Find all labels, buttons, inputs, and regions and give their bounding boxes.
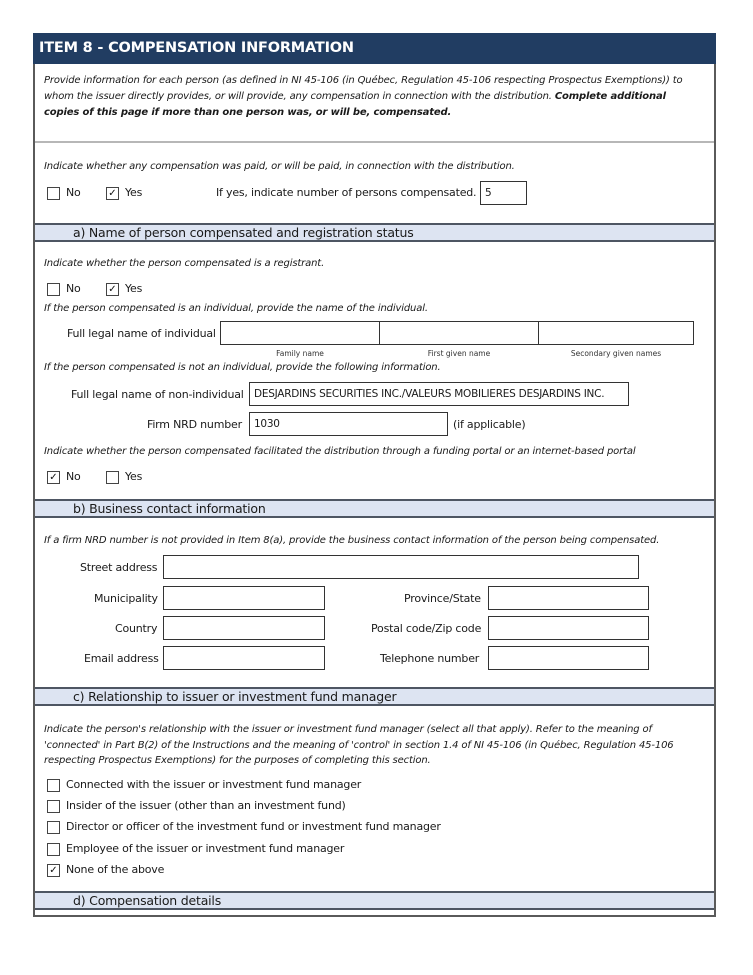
relationship-instruction: Indicate the person's relationship with the issuer or investment fund manager (select all that apply). Refer to the meaning of 'connected' in Part B(2) of the Instructions and the meaning of 'control' in section 1.4 of NI 45-106 (in Québec, Regulation 45-106 respecting Prospectus Exemptions) for the purposes of completing this section. (44, 724, 674, 766)
province-state-input[interactable] (488, 586, 649, 610)
individual-name-label: Full legal name of individual (67, 327, 216, 340)
insider-checkbox[interactable] (47, 800, 60, 813)
email-address-input[interactable] (163, 646, 325, 670)
persons-count-input[interactable]: 5 (480, 181, 527, 205)
non-individual-name-label: Full legal name of non-individual (71, 388, 244, 401)
non-individual-instruction: If the person compensated is not an individual, provide the following information. (44, 362, 441, 373)
intro-text-bold: Complete additional copies of this page if more than one person was, or will be, compensated. (44, 91, 666, 118)
portal-no-checkbox[interactable]: ✓ (47, 471, 60, 484)
employee-label: Employee of the issuer or investment fund manager (66, 842, 345, 855)
country-input[interactable] (163, 616, 325, 640)
connected-checkbox[interactable] (47, 779, 60, 792)
portal-no-label: No (66, 470, 81, 483)
section-b-header: b) Business contact information (35, 499, 714, 518)
persons-count-label: If yes, indicate number of persons compensated. (216, 186, 477, 199)
registrant-no-checkbox[interactable] (47, 283, 60, 296)
municipality-input[interactable] (163, 586, 325, 610)
telephone-number-input[interactable] (488, 646, 649, 670)
intro-text (44, 73, 704, 121)
divider (35, 141, 714, 143)
family-name-input[interactable] (220, 321, 380, 345)
compensation-no-checkbox[interactable] (47, 187, 60, 200)
registrant-yes-checkbox[interactable]: ✓ (106, 283, 119, 296)
business-contact-instruction: If a firm NRD number is not provided in Item 8(a), provide the business contact information of the person being compensated. (44, 535, 660, 546)
compensation-yes-checkbox[interactable]: ✓ (106, 187, 119, 200)
family-name-caption: Family name (276, 349, 324, 358)
section-a-header: a) Name of person compensated and registration status (35, 223, 714, 242)
registrant-no-label: No (66, 282, 81, 295)
municipality-label: Municipality (94, 592, 158, 605)
insider-label: Insider of the issuer (other than an investment fund) (66, 799, 346, 812)
non-individual-name-input[interactable]: DESJARDINS SECURITIES INC./VALEURS MOBILIERES DESJARDINS INC. (249, 382, 629, 406)
portal-instruction: Indicate whether the person compensated facilitated the distribution through a funding portal or an internet-based portal (44, 446, 636, 457)
registrant-yes-label: Yes (125, 282, 143, 295)
registrant-instruction: Indicate whether the person compensated is a registrant. (44, 258, 325, 269)
first-given-name-caption: First given name (427, 349, 491, 358)
individual-instruction: If the person compensated is an individual, provide the name of the individual. (44, 303, 428, 314)
province-state-label: Province/State (404, 592, 481, 605)
portal-yes-label: Yes (125, 470, 143, 483)
postal-code-input[interactable] (488, 616, 649, 640)
none-of-the-above-checkbox[interactable]: ✓ (47, 864, 60, 877)
postal-code-label: Postal code/Zip code (371, 622, 482, 635)
portal-yes-checkbox[interactable] (106, 471, 119, 484)
section-d-header: d) Compensation details (35, 891, 714, 910)
intro-text-regular: Provide information for each person (as defined in NI 45-106 (in Québec, Regulation 45-106 respecting Prospectus Exemptions)) to whom the issuer directly provides, or will provide, any compensation in connection with the distribution. (44, 75, 683, 102)
compensation-yes-label: Yes (125, 186, 143, 199)
section-c-header: c) Relationship to issuer or investment fund manager (35, 687, 714, 706)
secondary-given-names-input[interactable] (538, 321, 694, 345)
nrd-if-applicable-note: (if applicable) (453, 418, 526, 431)
telephone-number-label: Telephone number (380, 652, 480, 665)
director-officer-label: Director or officer of the investment fund or investment fund manager (66, 820, 441, 833)
none-of-the-above-label: None of the above (66, 863, 165, 876)
compensation-paid-instruction: Indicate whether any compensation was paid, or will be paid, in connection with the distribution. (44, 161, 515, 172)
country-label: Country (115, 622, 158, 635)
page-title: ITEM 8 - COMPENSATION INFORMATION (33, 33, 716, 64)
connected-label: Connected with the issuer or investment fund manager (66, 778, 362, 791)
email-address-label: Email address (84, 652, 159, 665)
nrd-number-input[interactable]: 1030 (249, 412, 448, 436)
compensation-no-label: No (66, 186, 81, 199)
secondary-given-names-caption: Secondary given names (570, 349, 662, 358)
nrd-number-label: Firm NRD number (147, 418, 242, 431)
first-given-name-input[interactable] (379, 321, 539, 345)
street-address-input[interactable] (163, 555, 639, 579)
director-officer-checkbox[interactable] (47, 821, 60, 834)
street-address-label: Street address (80, 561, 158, 574)
employee-checkbox[interactable] (47, 843, 60, 856)
